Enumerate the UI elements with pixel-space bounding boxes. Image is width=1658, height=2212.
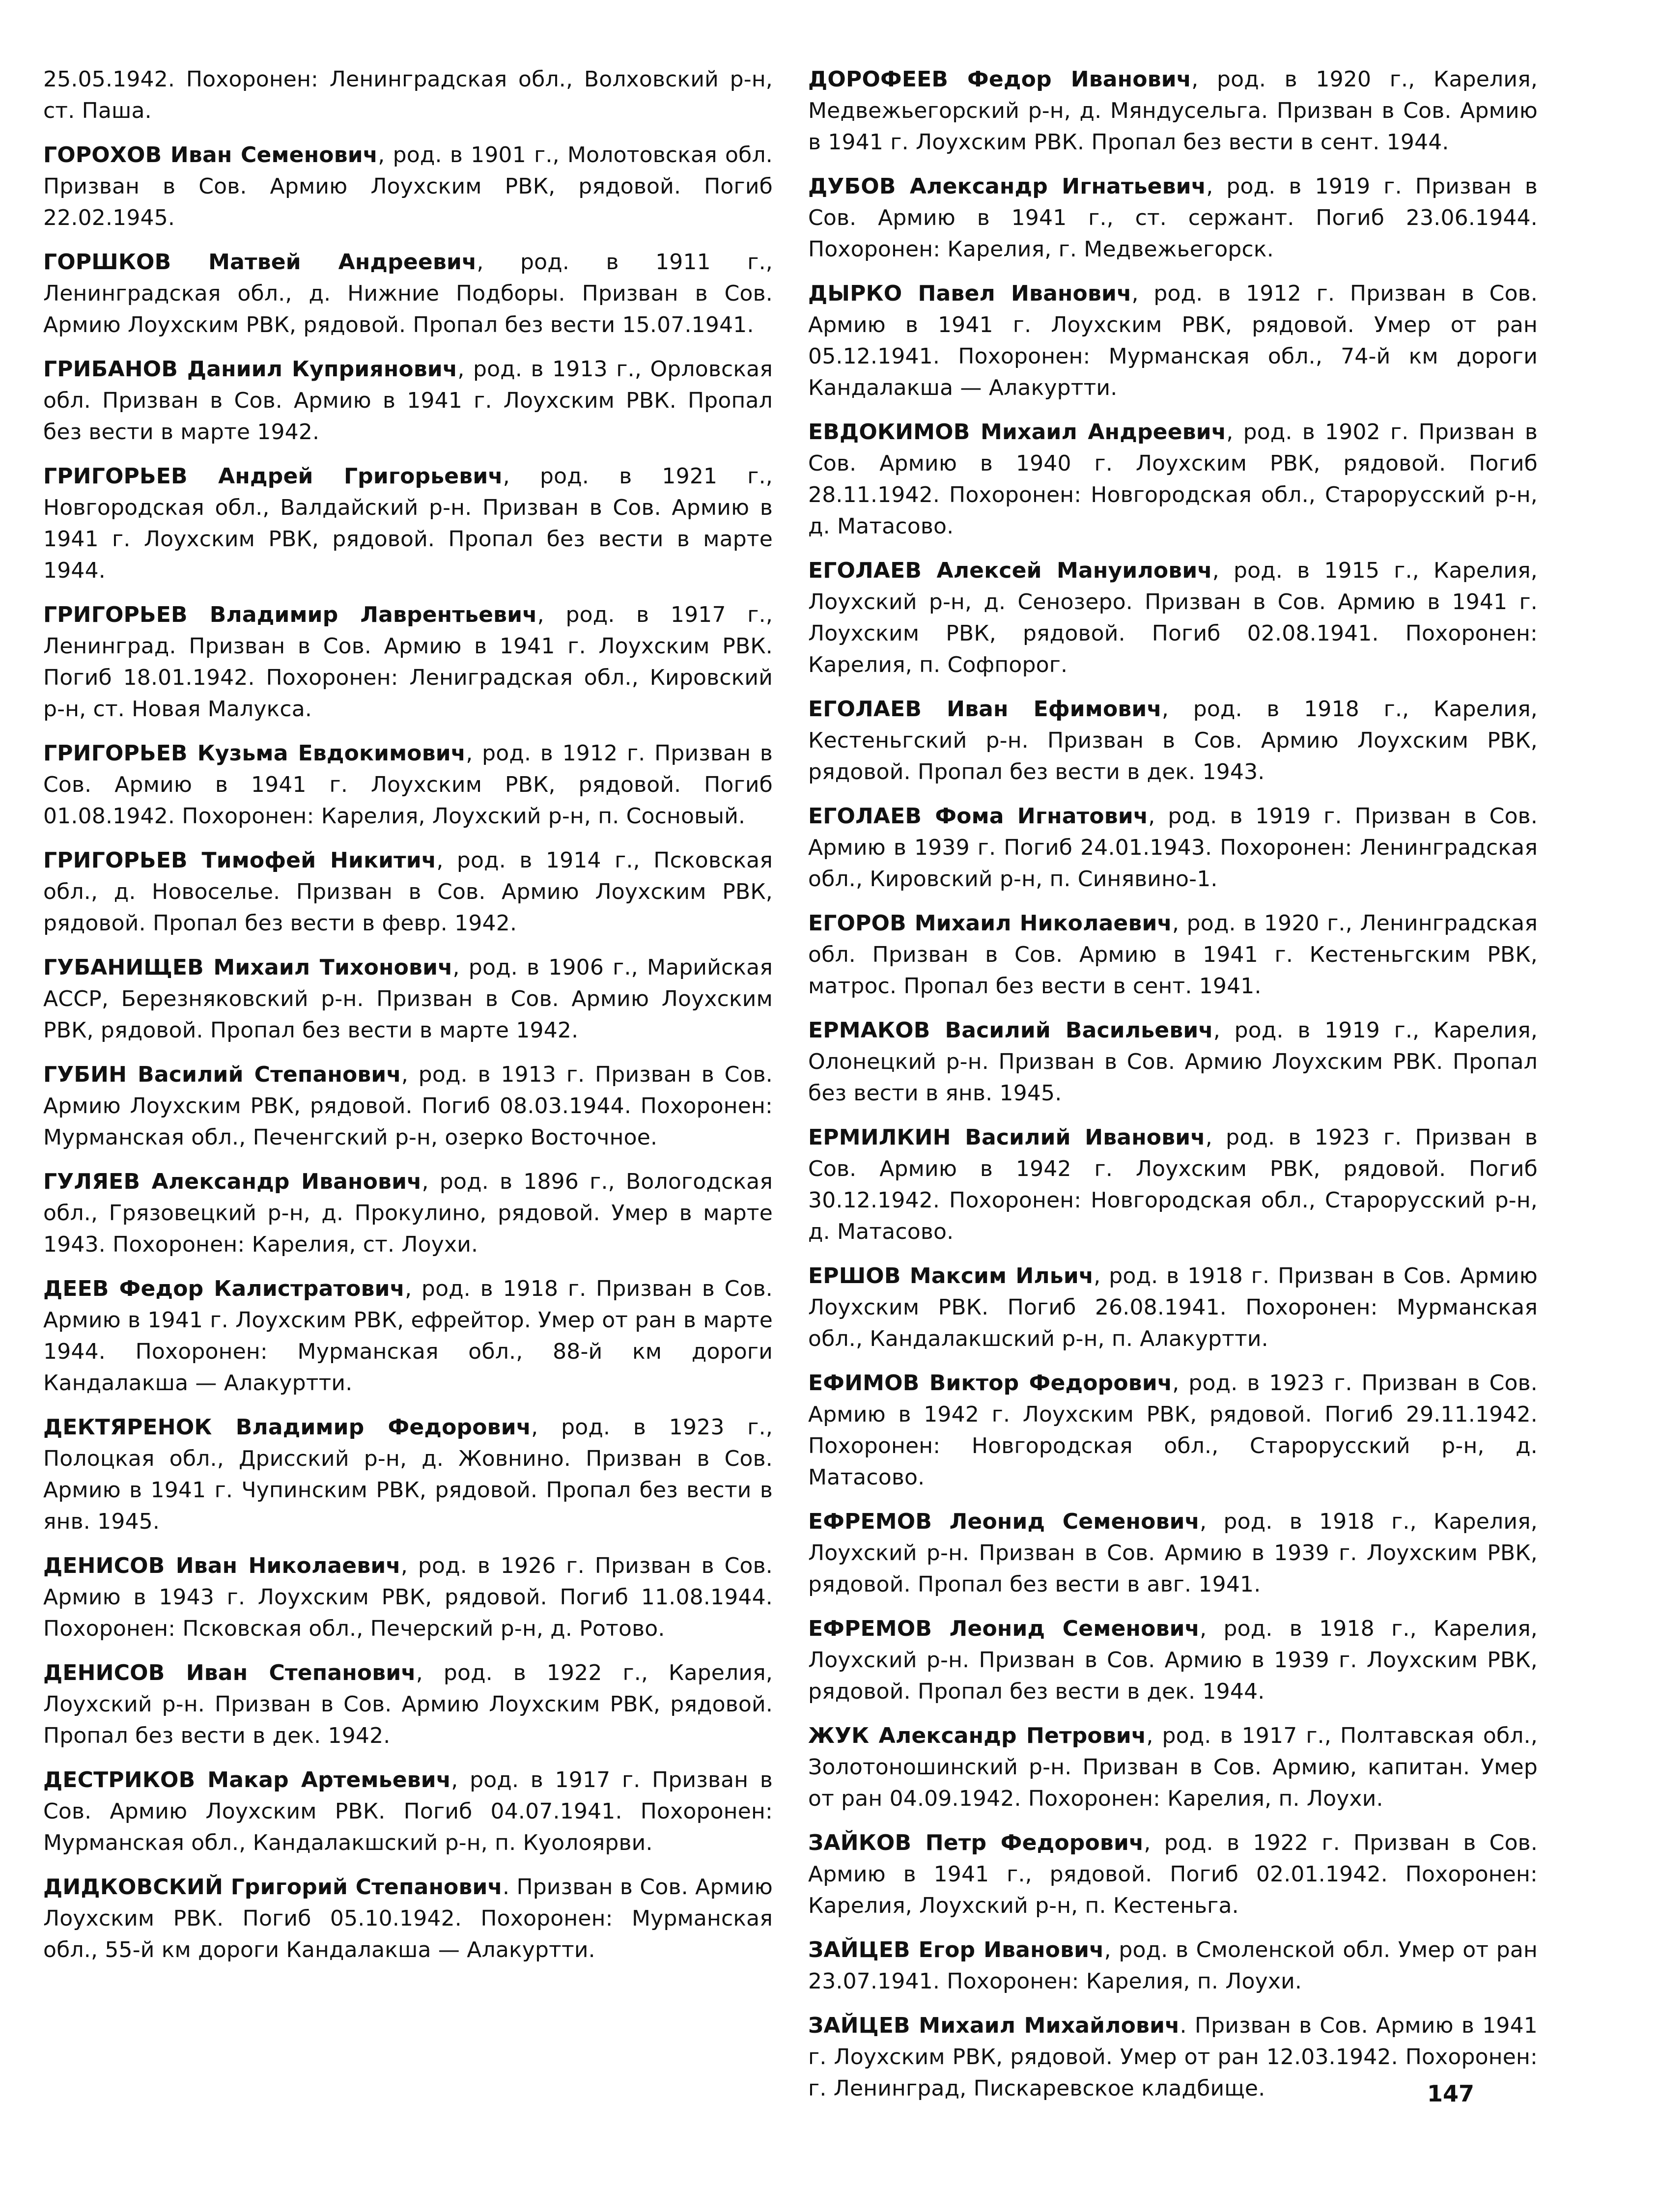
entry-text: , род. в 1922 г., Карелия, Лоухский р-н. Призван в Сов. Армию Лоухским РВК, рядовой. Пропал без вести в дек. 1942. <box>43 1660 773 1748</box>
entry <box>808 694 1538 788</box>
entry-name: ЕГОРОВ Михаил Николаевич <box>808 911 1172 936</box>
entry <box>808 278 1538 404</box>
entry-name: ЕРМИЛКИН Василий Иванович <box>808 1125 1206 1150</box>
entry-name: ЗАЙЦЕВ Михаил Михайлович <box>808 2013 1180 2038</box>
entry <box>43 738 773 832</box>
entry-text: , род. в 1917 г., Полтавская обл., Золотоношинский р-н. Призван в Сов. Армию, капитан. Умер от ран 04.09.1942. Похоронен: Карелия, п. Лоухи. <box>808 1723 1538 1811</box>
entry <box>808 1934 1538 1997</box>
entry-name: ДЕСТРИКОВ Макар Артемьевич <box>43 1767 451 1792</box>
entry-text: , род. в 1919 г. Призван в Сов. Армию в 1939 г. Погиб 24.01.1943. Похоронен: Ленинградская обл., Кировский р-н, п. Синявино-1. <box>808 804 1538 892</box>
entry-name: ЕФРЕМОВ Леонид Семенович <box>808 1616 1200 1641</box>
page-number: 147 <box>1427 2080 1475 2107</box>
entry <box>808 417 1538 542</box>
entry <box>43 1764 773 1859</box>
entry-text: , род. в 1912 г. Призван в Сов. Армию в 1941 г. Лоухским РВК, рядовой. Погиб 01.08.1942. Похоронен: Карелия, Лоухский р-н, п. Сосновый. <box>43 741 773 829</box>
entry-text: , род. в 1912 г. Призван в Сов. Армию в 1941 г. Лоухским РВК, рядовой. Умер от ран 05.12.1941. Похоронен: Мурманская обл., 74-й км дороги Кандалакша — Алакуртти. <box>808 281 1538 400</box>
entry <box>808 1506 1538 1600</box>
entry-name: ГРИГОРЬЕВ Владимир Лаврентьевич <box>43 602 537 627</box>
entry <box>808 1368 1538 1493</box>
entry <box>43 845 773 939</box>
entry <box>808 1260 1538 1355</box>
entry <box>43 461 773 587</box>
entry-text: , род. в 1918 г., Карелия, Кестеньгский р-н. Призван в Сов. Армию Лоухским РВК, рядовой. Пропал без вести в дек. 1943. <box>808 697 1538 784</box>
entry-text: , род. в 1920 г., Ленинградская обл. Призван в Сов. Армию в 1941 г. Кестеньгским РВК, матрос. Пропал без вести в сент. 1941. <box>808 911 1538 999</box>
entry-name: ДОРОФЕЕВ Федор Иванович <box>808 67 1192 92</box>
entry-text: , род. в 1914 г., Псковская обл., д. Новоселье. Призван в Сов. Армию Лоухским РВК, рядовой. Пропал без вести в февр. 1942. <box>43 848 773 936</box>
entry-name: ЕФРЕМОВ Леонид Семенович <box>808 1509 1200 1534</box>
entry-name: ГРИБАНОВ Даниил Куприянович <box>43 357 458 382</box>
entry-name: ДЫРКО Павел Иванович <box>808 281 1132 306</box>
entry-text: , род. в Смоленской обл. Умер от ран 23.07.1941. Похоронен: Карелия, п. Лоухи. <box>808 1937 1538 1994</box>
entry <box>43 1657 773 1752</box>
entry-text: , род. в 1902 г. Призван в Сов. Армию в 1940 г. Лоухским РВК, рядовой. Погиб 28.11.1942. Похоронен: Новгородская обл., Старорусский р-н, д. Матасово. <box>808 420 1538 539</box>
entry-text: , род. в 1926 г. Призван в Сов. Армию в 1943 г. Лоухским РВК, рядовой. Погиб 11.08.1944. Похоронен: Псковская обл., Печерский р-н, д. Ротово. <box>43 1553 773 1641</box>
entry-name: ЕРШОВ Максим Ильич <box>808 1263 1094 1288</box>
entry <box>43 599 773 725</box>
entry-name: ГУЛЯЕВ Александр Иванович <box>43 1169 422 1194</box>
entry <box>43 1059 773 1153</box>
entry <box>43 1872 773 1966</box>
entry-text: , род. в 1922 г. Призван в Сов. Армию в 1941 г., рядовой. Погиб 02.01.1942. Похоронен: Карелия, Лоухский р-н, п. Кестеньга. <box>808 1830 1538 1918</box>
entry-name: ДИДКОВСКИЙ Григорий Степанович <box>43 1875 503 1900</box>
entry-text: , род. в 1913 г., Орловская обл. Призван в Сов. Армию в 1941 г. Лоухским РВК. Пропал без вести в марте 1942. <box>43 357 773 445</box>
entry-name: ГОРОХОВ Иван Семенович <box>43 142 378 168</box>
entry-name: ЗАЙЦЕВ Егор Иванович <box>808 1937 1104 1962</box>
entry <box>808 1613 1538 1708</box>
entry <box>43 247 773 341</box>
entry-text: , род. в 1919 г. Призван в Сов. Армию в 1941 г., ст. сержант. Погиб 23.06.1944. Похоронен: Карелия, г. Медвежьегорск. <box>808 174 1538 262</box>
entry-text: , род. в 1906 г., Марийская АССР, Березняковский р-н. Призван в Сов. Армию Лоухским РВК, рядовой. Пропал без вести в марте 1942. <box>43 955 773 1043</box>
entry-text: . Призван в Сов. Армию Лоухским РВК. Погиб 05.10.1942. Похоронен: Мурманская обл., 55-й км дороги Кандалакша — Алакуртти. <box>43 1875 773 1962</box>
entry-name: ДЕНИСОВ Иван Степанович <box>43 1660 416 1685</box>
entry <box>808 64 1538 158</box>
entry-name: ДЕНИСОВ Иван Николаевич <box>43 1553 401 1578</box>
entry-text: 25.05.1942. Похоронен: Ленинградская обл., Волховский р-н, ст. Паша. <box>43 67 773 123</box>
entry <box>808 171 1538 265</box>
entry-name: ЕГОЛАЕВ Иван Ефимович <box>808 697 1162 722</box>
entry-text: , род. в 1923 г. Призван в Сов. Армию в 1942 г. Лоухским РВК, рядовой. Погиб 30.12.1942. Похоронен: Новгородская обл., Старорусский р-н, д. Матасово. <box>808 1125 1538 1244</box>
right-column <box>808 64 1538 2117</box>
entry-name: ЕФИМОВ Виктор Федорович <box>808 1371 1173 1396</box>
entry-name: ДЕКТЯРЕНОК Владимир Федорович <box>43 1415 532 1440</box>
entry-text: , род. в 1918 г. Призван в Сов. Армию в 1941 г. Лоухским РВК, ефрейтор. Умер от ран в марте 1944. Похоронен: Мурманская обл., 88-й км дороги Кандалакша — Алакуртти. <box>43 1276 773 1396</box>
entry-name: ЕРМАКОВ Василий Васильевич <box>808 1018 1213 1043</box>
entry-text: , род. в 1921 г., Новгородская обл., Валдайский р-н. Призван в Сов. Армию в 1941 г. Лоухским РВК, рядовой. Пропал без вести в марте 1944. <box>43 464 773 583</box>
entry-continuation <box>43 64 773 127</box>
entry-text: , род. в 1923 г. Призван в Сов. Армию в 1942 г. Лоухским РВК, рядовой. Погиб 29.11.1942. Похоронен: Новгородская обл., Старорусский р-н, д. Матасово. <box>808 1371 1538 1490</box>
entry <box>43 1273 773 1399</box>
entry-text: , род. в 1918 г. Призван в Сов. Армию Лоухским РВК. Погиб 26.08.1941. Похоронен: Мурманская обл., Кандалакшский р-н, п. Алакуртти. <box>808 1263 1538 1351</box>
entry <box>808 1720 1538 1815</box>
entry-text: , род. в 1919 г., Карелия, Олонецкий р-н. Призван в Сов. Армию Лоухским РВК. Пропал без вести в янв. 1945. <box>808 1018 1538 1106</box>
entry-text: , род. в 1911 г., Ленинградская обл., д. Нижние Подборы. Призван в Сов. Армию Лоухским РВК, рядовой. Пропал без вести 15.07.1941. <box>43 250 773 337</box>
entry <box>43 1412 773 1538</box>
entry-name: ЕГОЛАЕВ Алексей Мануилович <box>808 558 1212 583</box>
entry-name: ГРИГОРЬЕВ Кузьма Евдокимович <box>43 741 466 766</box>
entry-name: ЕГОЛАЕВ Фома Игнатович <box>808 804 1149 829</box>
entry-text: , род. в 1917 г., Ленинград. Призван в Сов. Армию в 1941 г. Лоухским РВК. Погиб 18.01.1942. Похоронен: Лениградская обл., Кировский р-н, ст. Новая Малукса. <box>43 602 773 722</box>
entry <box>808 1827 1538 1922</box>
entry-text: , род. в 1918 г., Карелия, Лоухский р-н. Призван в Сов. Армию в 1939 г. Лоухским РВК, рядовой. Пропал без вести в авг. 1941. <box>808 1509 1538 1597</box>
entry <box>43 1166 773 1260</box>
entry-text: , род. в 1920 г., Карелия, Медвежьегорский р-н, д. Мяндусельга. Призван в Сов. Армию в 1941 г. Лоухским РВК. Пропал без вести в сент. 1944. <box>808 67 1538 155</box>
entry-text: , род. в 1917 г. Призван в Сов. Армию Лоухским РВК. Погиб 04.07.1941. Похоронен: Мурманская обл., Кандалакшский р-н, п. Куолоярви. <box>43 1767 773 1855</box>
entry-text: , род. в 1913 г. Призван в Сов. Армию Лоухским РВК, рядовой. Погиб 08.03.1944. Похоронен: Мурманская обл., Печенгский р-н, озерко Восточное. <box>43 1062 773 1150</box>
entry <box>43 1550 773 1645</box>
entry-text: , род. в 1896 г., Вологодская обл., Грязовецкий р-н, д. Прокулино, рядовой. Умер в марте 1943. Похоронен: Карелия, ст. Лоухи. <box>43 1169 773 1257</box>
entry <box>808 908 1538 1002</box>
entry-text: , род. в 1915 г., Карелия, Лоухский р-н, д. Сенозеро. Призван в Сов. Армию в 1941 г. Лоухским РВК, рядовой. Погиб 02.08.1941. Похоронен: Карелия, п. Софпорог. <box>808 558 1538 677</box>
entry <box>43 140 773 234</box>
entry-name: ГУБИН Василий Степанович <box>43 1062 401 1087</box>
entry <box>43 354 773 448</box>
entry-text: , род. в 1923 г., Полоцкая обл., Дрисский р-н, д. Жовнино. Призван в Сов. Армию в 1941 г. Чупинским РВК, рядовой. Пропал без вести в янв. 1945. <box>43 1415 773 1534</box>
entry-name: ЖУК Александр Петрович <box>808 1723 1147 1748</box>
entry <box>808 801 1538 895</box>
entry-name: ДУБОВ Александр Игнатьевич <box>808 174 1207 199</box>
entry <box>808 1122 1538 1248</box>
entry-name: ГРИГОРЬЕВ Андрей Григорьевич <box>43 464 503 489</box>
entry-name: ЗАЙКОВ Петр Федорович <box>808 1830 1144 1855</box>
entry <box>808 555 1538 681</box>
entry-name: ГРИГОРЬЕВ Тимофей Никитич <box>43 848 437 873</box>
entry-text: , род. в 1918 г., Карелия, Лоухский р-н. Призван в Сов. Армию в 1939 г. Лоухским РВК, рядовой. Пропал без вести в дек. 1944. <box>808 1616 1538 1704</box>
entry-name: ДЕЕВ Федор Калистратович <box>43 1276 405 1301</box>
entry-text: , род. в 1901 г., Молотовская обл. Призван в Сов. Армию Лоухским РВК, рядовой. Погиб 22.02.1945. <box>43 142 773 230</box>
entry-name: ЕВДОКИМОВ Михаил Андреевич <box>808 420 1227 445</box>
entry <box>808 1015 1538 1109</box>
left-column <box>43 64 773 1979</box>
entry <box>43 952 773 1046</box>
entry-name: ГОРШКОВ Матвей Андреевич <box>43 250 477 275</box>
entry-text: . Призван в Сов. Армию в 1941 г. Лоухским РВК, рядовой. Умер от ран 12.03.1942. Похоронен: г. Ленинград, Пискаревское кладбище. <box>808 2013 1538 2101</box>
entry-name: ГУБАНИЩЕВ Михаил Тихонович <box>43 955 453 980</box>
